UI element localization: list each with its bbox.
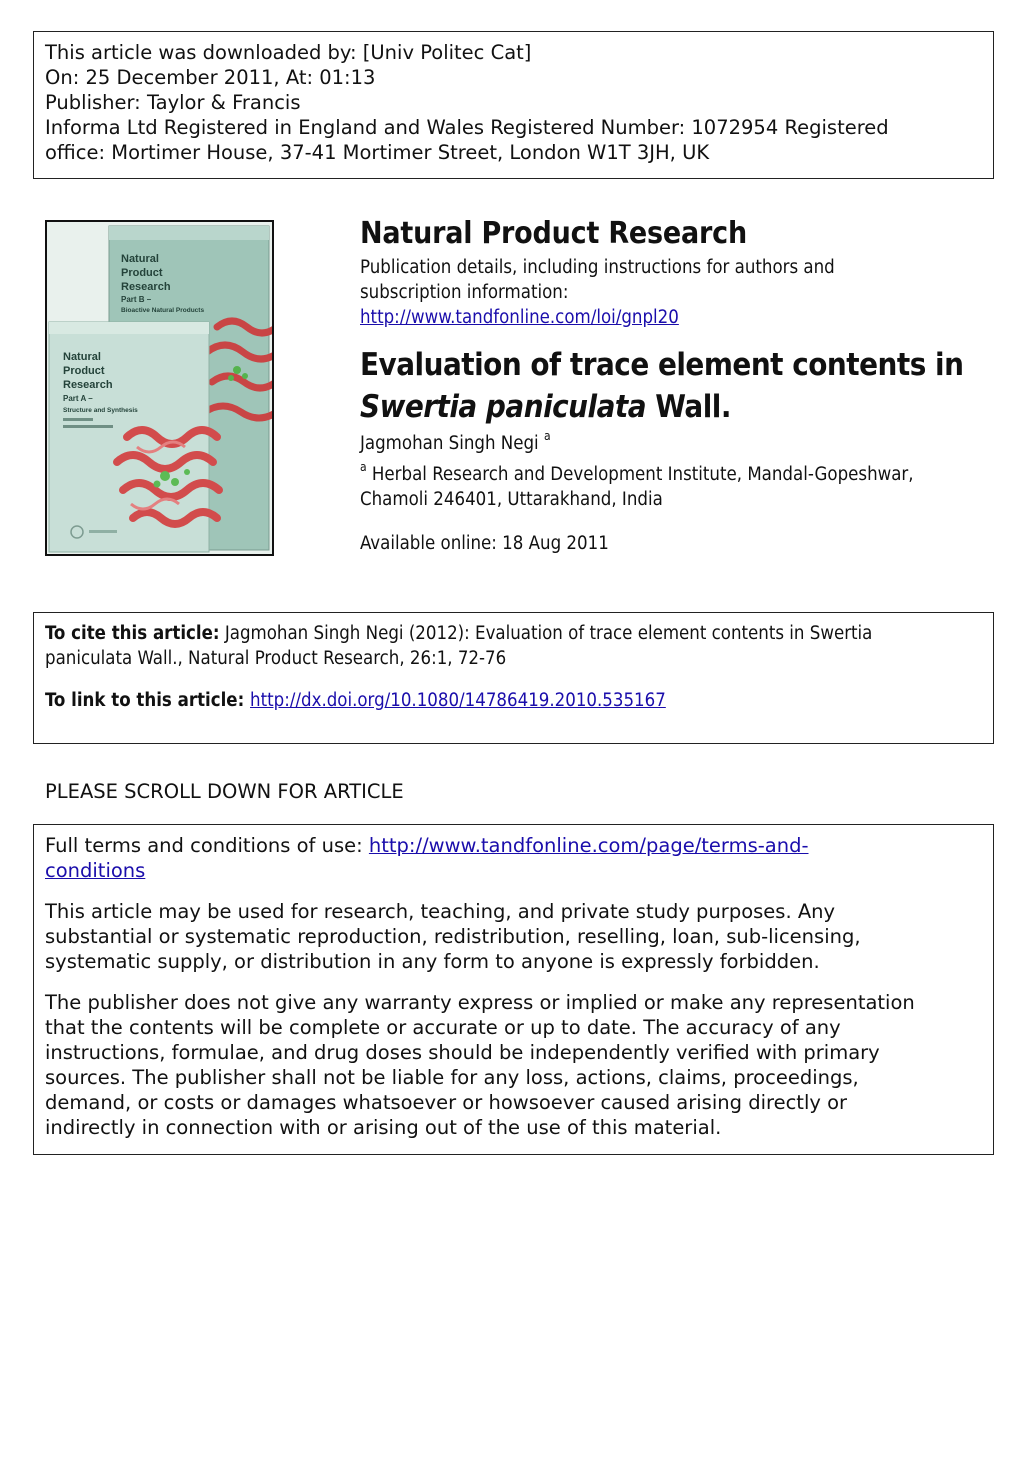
download-notice-line: This article was downloaded by: [Univ Politec Cat] — [45, 41, 532, 64]
author — [360, 431, 551, 457]
available-online: Available online: 18 Aug 2011 — [360, 533, 609, 554]
terms-line: systematic supply, or distribution in any form to anyone is expressly forbidden. — [45, 950, 820, 973]
citation — [45, 621, 982, 671]
journal-url-link[interactable]: http://www.tandfonline.com/loi/gnpl20 — [360, 307, 679, 328]
terms-lead — [45, 833, 982, 883]
citation-box — [33, 612, 994, 744]
terms-line: This article may be used for research, teaching, and private study purposes. Any — [45, 900, 836, 923]
cover-front-title: Product — [63, 365, 105, 377]
terms-line: demand, or costs or damages whatsoever or howsoever caused arising directly or — [45, 1091, 848, 1114]
affiliation-line — [360, 462, 1000, 487]
article-link-row — [45, 688, 982, 713]
download-notice-line: On: 25 December 2011, At: 01:13 — [45, 66, 376, 89]
terms-paragraph-2 — [45, 990, 982, 1140]
terms-line: that the contents will be complete or accurate or up to date. The accuracy of any — [45, 1016, 841, 1039]
terms-lead-text: Full terms and conditions of use: — [45, 834, 369, 857]
affiliation-line: Chamoli 246401, Uttarakhand, India — [360, 489, 663, 510]
cite-label: To cite this article: — [45, 623, 220, 644]
cover-back-title: Product — [121, 267, 163, 279]
terms-line: substantial or systematic reproduction, redistribution, reselling, loan, sub-licensing, — [45, 925, 861, 948]
link-label: To link to this article: — [45, 690, 251, 711]
publication-details-line: subscription information: — [360, 282, 569, 303]
article-title-suffix: Wall. — [646, 389, 731, 425]
cover-back-subtitle: Bioactive Natural Products — [121, 307, 205, 314]
affiliation-text: Herbal Research and Development Institute, Mandal-Gopeshwar, — [366, 464, 914, 485]
cover-art — [47, 222, 272, 554]
affiliation-marker: a — [360, 460, 367, 474]
citation-line: paniculata Wall., Natural Product Research, 26:1, 72-76 — [45, 648, 507, 669]
terms-url-link[interactable]: http://www.tandfonline.com/page/terms-and- — [368, 834, 809, 857]
scroll-notice: PLEASE SCROLL DOWN FOR ARTICLE — [45, 780, 404, 803]
cover-back-title: Research — [121, 281, 171, 293]
terms-line: sources. The publisher shall not be liable for any loss, actions, claims, proceedings, — [45, 1066, 859, 1089]
publication-details — [360, 255, 1000, 330]
article-title-line — [360, 386, 1000, 428]
cover-back-subtitle: Part B – — [121, 295, 152, 304]
terms-line: instructions, formulae, and drug doses should be independently verified with primary — [45, 1041, 880, 1064]
terms-box — [33, 824, 994, 1155]
article-title — [360, 344, 1000, 428]
doi-link[interactable]: http://dx.doi.org/10.1080/14786419.2010.535167 — [250, 690, 666, 711]
journal-cover-image — [45, 220, 274, 556]
download-notice-line: Informa Ltd Registered in England and Wales Registered Number: 1072954 Registered — [45, 116, 889, 139]
terms-line: The publisher does not give any warranty express or implied or make any representation — [45, 991, 915, 1014]
download-notice-box — [33, 31, 994, 179]
article-title-line: Evaluation of trace element contents in — [360, 347, 964, 383]
cover-front-title: Research — [63, 379, 113, 391]
journal-title: Natural Product Research — [360, 216, 747, 251]
download-notice-line: Publisher: Taylor & Francis — [45, 91, 301, 114]
terms-line: indirectly in connection with or arising out of the use of this material. — [45, 1116, 722, 1139]
cover-back-title: Natural — [121, 253, 159, 265]
publication-details-line: Publication details, including instructions for authors and — [360, 257, 835, 278]
author-affiliation-marker: a — [543, 429, 551, 443]
download-notice-line: office: Mortimer House, 37-41 Mortimer Street, London W1T 3JH, UK — [45, 141, 710, 164]
cover-front-subtitle: Part A – — [63, 394, 93, 403]
cover-front-title: Natural — [63, 351, 101, 363]
terms-paragraph-1 — [45, 899, 982, 974]
citation-line — [45, 621, 982, 646]
affiliation — [360, 462, 1000, 512]
cover-front-subtitle: Structure and Synthesis — [63, 407, 138, 414]
cite-text: Jagmohan Singh Negi (2012): Evaluation of trace element contents in Swertia — [219, 623, 873, 644]
author-name: Jagmohan Singh Negi — [360, 433, 544, 454]
terms-url-link-continued[interactable]: conditions — [45, 859, 146, 882]
article-title-species: Swertia paniculata — [360, 389, 647, 425]
